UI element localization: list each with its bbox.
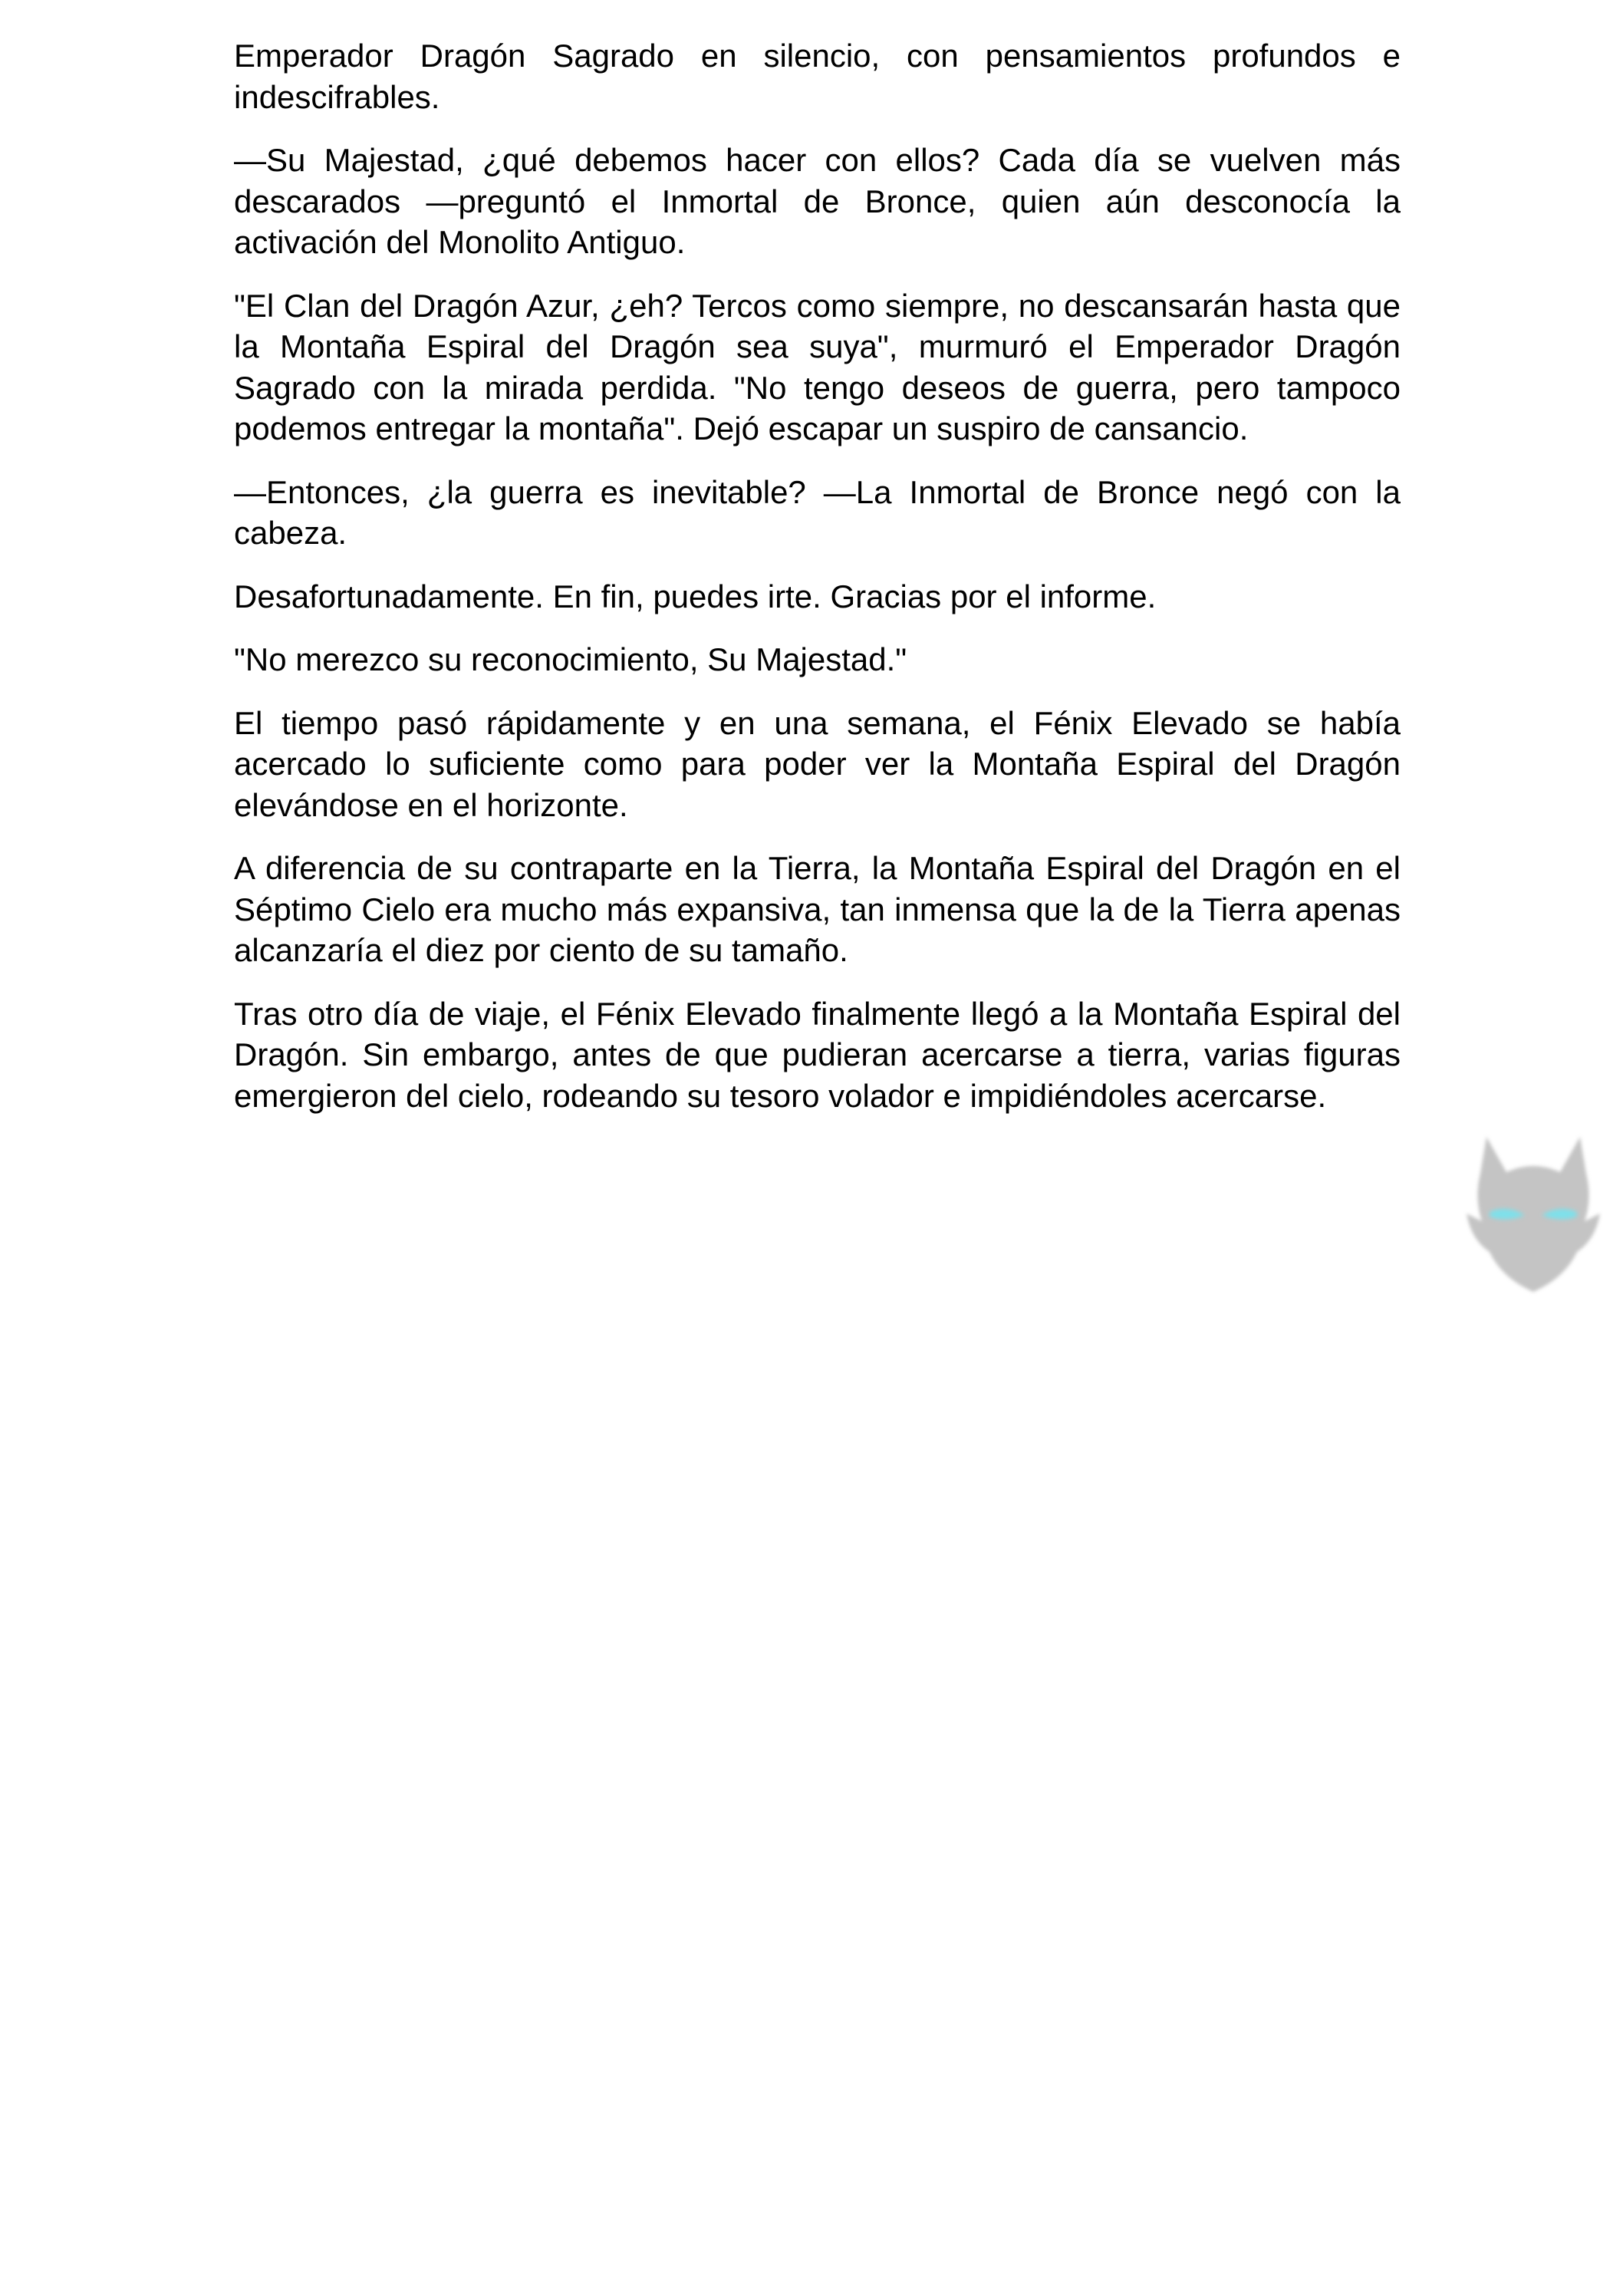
paragraph: "No merezco su reconocimiento, Su Majestad.": [234, 641, 907, 677]
paragraph: Emperador Dragón Sagrado en silencio, con pensamientos profundos e indescifrables.: [234, 38, 1401, 115]
paragraph: Desafortunadamente. En fin, puedes irte. Gracias por el informe.: [234, 578, 1157, 614]
paragraph: —Entonces, ¿la guerra es inevitable? —La Inmortal de Bronce negó con la cabeza.: [234, 473, 1401, 551]
paragraph: Tras otro día de viaje, el Fénix Elevado finalmente llegó a la Montaña Espiral del Dragón. Sin embargo, antes de que pudieran acercarse a tierra, varias figuras emergieron del cielo, rodeando su tesoro volador e impidiéndoles acercarse.: [234, 995, 1401, 1114]
paragraph: A diferencia de su contraparte en la Tierra, la Montaña Espiral del Dragón en el Séptimo Cielo era mucho más expansiva, tan inmensa que la de la Tierra apenas alcanzaría el diez por ciento de su tamaño.: [234, 850, 1401, 968]
paragraph: —Su Majestad, ¿qué debemos hacer con ellos? Cada día se vuelven más descarados —preguntó el Inmortal de Bronce, quien aún desconocía la activación del Monolito Antiguo.: [234, 142, 1401, 260]
demon-head-logo-icon: [1463, 1128, 1603, 1298]
paragraph: "El Clan del Dragón Azur, ¿eh? Tercos como siempre, no descansarán hasta que la Montaña Espiral del Dragón sea suya", murmuró el Emperador Dragón Sagrado con la mirada perdida. "No tengo deseos de guerra, pero tampoco podemos entregar la montaña". Dejó escapar un suspiro de cansancio.: [234, 287, 1401, 446]
body-text: [234, 35, 1401, 1138]
paragraph: El tiempo pasó rápidamente y en una semana, el Fénix Elevado se había acercado lo suficiente como para poder ver la Montaña Espiral del Dragón elevándose en el horizonte.: [234, 704, 1401, 823]
demon-head-shape: [1467, 1137, 1600, 1292]
